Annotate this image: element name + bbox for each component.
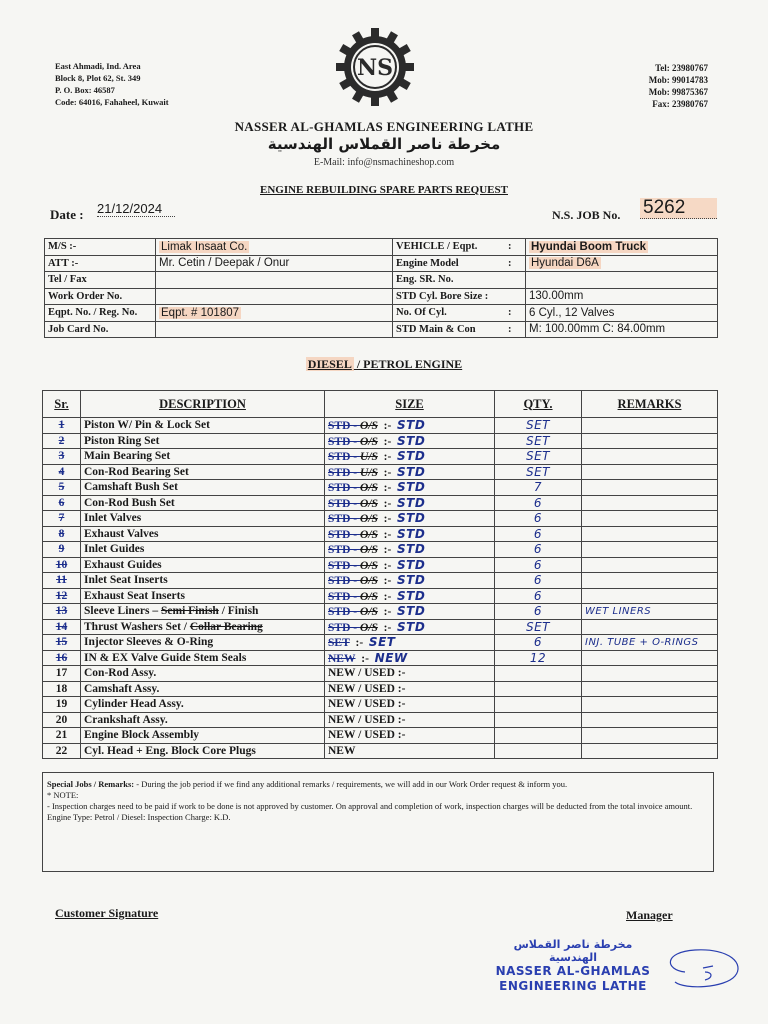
row-size[interactable]: NEW / USED :- [325, 666, 495, 682]
note-label: * NOTE: [47, 790, 79, 800]
eqpt-field[interactable]: Eqpt. # 101807 [156, 305, 393, 322]
company-contacts: Tel: 23980767 Mob: 99014783 Mob: 99875367 Fax: 23980767 [648, 63, 708, 109]
special-remarks: Special Jobs / Remarks: - During the job period if we find any additional remarks / requirements, we will add in our Work Order request & inform you. [47, 779, 568, 789]
row-sr: 9 [43, 542, 81, 558]
job-number-field[interactable]: 5262 [640, 198, 717, 219]
row-remarks[interactable] [582, 495, 718, 511]
row-qty[interactable]: 7 [495, 480, 582, 496]
info-row [45, 288, 718, 305]
row-remarks[interactable] [582, 743, 718, 759]
row-size[interactable]: STD - O/S :- STD [325, 588, 495, 604]
engine-model-field[interactable]: Hyundai D6A [526, 255, 718, 272]
row-size[interactable]: STD - O/S :- STD [325, 619, 495, 635]
row-sr: 6 [43, 495, 81, 511]
row-remarks[interactable] [582, 681, 718, 697]
row-description: Inlet Valves [81, 511, 325, 527]
row-sr: 10 [43, 557, 81, 573]
job-card-field[interactable] [156, 321, 393, 338]
job-card-label: Job Card No. [45, 321, 156, 338]
row-description: Cyl. Head + Eng. Block Core Plugs [81, 743, 325, 759]
row-remarks[interactable] [582, 449, 718, 465]
row-remarks[interactable] [582, 557, 718, 573]
row-sr: 21 [43, 728, 81, 744]
row-remarks[interactable] [582, 650, 718, 666]
row-sr: 2 [43, 433, 81, 449]
row-qty[interactable] [495, 666, 582, 682]
parts-row [43, 697, 718, 713]
row-sr: 14 [43, 619, 81, 635]
info-row [45, 321, 718, 338]
row-size[interactable]: STD - O/S :- STD [325, 433, 495, 449]
parts-row [43, 712, 718, 728]
colon: : [505, 305, 526, 322]
row-size[interactable]: SET :- SET [325, 635, 495, 651]
parts-row [43, 728, 718, 744]
row-description: Exhaust Valves [81, 526, 325, 542]
row-description: Injector Sleeves & O-Ring [81, 635, 325, 651]
main-con-label: STD Main & Con [393, 321, 506, 338]
row-sr: 7 [43, 511, 81, 527]
eqpt-label: Eqpt. No. / Reg. No. [45, 305, 156, 322]
row-qty[interactable]: 6 [495, 604, 582, 620]
row-qty[interactable]: SET [495, 418, 582, 434]
info-row [45, 272, 718, 289]
row-sr: 12 [43, 588, 81, 604]
row-sr: 1 [43, 418, 81, 434]
row-qty[interactable] [495, 712, 582, 728]
row-qty[interactable]: 6 [495, 635, 582, 651]
info-row [45, 305, 718, 322]
row-size[interactable]: STD - O/S :- STD [325, 511, 495, 527]
row-size[interactable]: NEW [325, 743, 495, 759]
manager-signature-image [655, 942, 747, 994]
customer-signature-label: Customer Signature [55, 906, 159, 920]
company-stamp: مخرطة ناصر القملاس الهندسية NASSER AL-GHAMLAS ENGINEERING LATHE [495, 938, 651, 993]
col-remarks: REMARKS [582, 391, 718, 418]
row-remarks[interactable] [582, 619, 718, 635]
row-sr: 18 [43, 681, 81, 697]
parts-row [43, 449, 718, 465]
row-remarks[interactable] [582, 542, 718, 558]
row-size[interactable]: STD - O/S :- STD [325, 418, 495, 434]
parts-row [43, 743, 718, 759]
parts-row [43, 464, 718, 480]
col-qty: QTY. [495, 391, 582, 418]
row-qty[interactable]: 12 [495, 650, 582, 666]
row-remarks[interactable] [582, 480, 718, 496]
row-size[interactable]: NEW / USED :- [325, 712, 495, 728]
row-qty[interactable]: 6 [495, 557, 582, 573]
logo-text: NS [357, 55, 393, 81]
att-label: ATT :- [45, 255, 156, 272]
eng-sr-field[interactable] [526, 272, 718, 289]
row-sr: 8 [43, 526, 81, 542]
row-size[interactable]: STD - U/S :- STD [325, 449, 495, 465]
parts-row [43, 495, 718, 511]
row-remarks[interactable] [582, 433, 718, 449]
row-description: Con-Rod Assy. [81, 666, 325, 682]
row-qty[interactable]: 6 [495, 495, 582, 511]
row-description: Cylinder Head Assy. [81, 697, 325, 713]
company-name-arabic: مخرطة ناصر القملاس الهندسية [267, 135, 501, 153]
row-size[interactable]: STD - O/S :- STD [325, 495, 495, 511]
tel-fax-label: Tel / Fax [45, 272, 156, 289]
row-qty[interactable]: SET [495, 464, 582, 480]
parts-row [43, 681, 718, 697]
parts-table [42, 390, 718, 759]
form-title: ENGINE REBUILDING SPARE PARTS REQUEST [260, 184, 508, 196]
colon: : [505, 255, 526, 272]
parts-row [43, 418, 718, 434]
parts-row [43, 480, 718, 496]
customer-info-table [44, 238, 718, 338]
parts-row [43, 511, 718, 527]
row-remarks[interactable] [582, 526, 718, 542]
row-size[interactable]: NEW :- NEW [325, 650, 495, 666]
row-qty[interactable]: SET [495, 619, 582, 635]
row-description: Piston Ring Set [81, 433, 325, 449]
row-qty[interactable]: 6 [495, 573, 582, 589]
parts-row [43, 542, 718, 558]
row-size[interactable]: STD - O/S :- STD [325, 604, 495, 620]
company-address: East Ahmadi, Ind. Area Block 8, Plot 62, St. 349 P. O. Box: 46587 Code: 64016, Fahaheel, Kuwait [55, 61, 169, 107]
row-remarks[interactable] [582, 728, 718, 744]
att-field[interactable]: Mr. Cetin / Deepak / Onur [156, 255, 393, 272]
row-sr: 3 [43, 449, 81, 465]
row-description: Camshaft Assy. [81, 681, 325, 697]
parts-row [43, 433, 718, 449]
row-sr: 4 [43, 464, 81, 480]
info-row [45, 255, 718, 272]
row-description: Crankshaft Assy. [81, 712, 325, 728]
row-size[interactable]: STD - U/S :- STD [325, 464, 495, 480]
colon: : [505, 321, 526, 338]
row-sr: 11 [43, 573, 81, 589]
date-field[interactable]: 21/12/2024 [97, 201, 175, 217]
row-size[interactable]: STD - O/S :- STD [325, 573, 495, 589]
ms-label: M/S :- [45, 239, 156, 256]
row-qty[interactable]: 6 [495, 511, 582, 527]
job-number-label: N.S. JOB No. [552, 208, 621, 222]
cyl-count-label: No. Of Cyl. [393, 305, 506, 322]
row-description: Con-Rod Bush Set [81, 495, 325, 511]
row-size[interactable]: NEW / USED :- [325, 681, 495, 697]
row-remarks[interactable] [582, 418, 718, 434]
parts-row [43, 588, 718, 604]
row-sr: 13 [43, 604, 81, 620]
row-remarks[interactable]: WET LINERS [582, 604, 718, 620]
work-order-field[interactable] [156, 288, 393, 305]
row-description: Thrust Washers Set / Collar Bearing [81, 619, 325, 635]
row-qty[interactable]: 6 [495, 542, 582, 558]
parts-row [43, 557, 718, 573]
manager-label: Manager [626, 908, 673, 922]
remarks-box [42, 772, 714, 872]
row-remarks[interactable] [582, 464, 718, 480]
row-description: Piston W/ Pin & Lock Set [81, 418, 325, 434]
row-description: Inlet Seat Inserts [81, 573, 325, 589]
row-remarks[interactable] [582, 666, 718, 682]
row-remarks[interactable] [582, 573, 718, 589]
row-sr: 19 [43, 697, 81, 713]
main-con-field[interactable]: M: 100.00mm C: 84.00mm [526, 321, 718, 338]
row-description: Camshaft Bush Set [81, 480, 325, 496]
row-remarks[interactable] [582, 511, 718, 527]
row-description: IN & EX Valve Guide Stem Seals [81, 650, 325, 666]
row-description: Sleeve Liners – Semi Finish / Finish [81, 604, 325, 620]
company-name: NASSER AL-GHAMLAS ENGINEERING LATHE [234, 119, 534, 134]
parts-row [43, 666, 718, 682]
row-size[interactable]: STD - O/S :- STD [325, 557, 495, 573]
note-text: - Inspection charges need to be paid if work to be done is not approved by customer. On approval and completion of work, inspection charges will be deducted from the total invoice amount. [47, 801, 693, 811]
row-qty[interactable]: 6 [495, 526, 582, 542]
row-qty[interactable] [495, 681, 582, 697]
row-size[interactable]: STD - O/S :- STD [325, 542, 495, 558]
row-size[interactable]: STD - O/S :- STD [325, 480, 495, 496]
row-description: Main Bearing Set [81, 449, 325, 465]
bore-size-label: STD Cyl. Bore Size : [393, 288, 526, 305]
row-remarks[interactable] [582, 697, 718, 713]
info-row [45, 239, 718, 256]
row-sr: 20 [43, 712, 81, 728]
row-qty[interactable]: 6 [495, 588, 582, 604]
engine-model-label: Engine Model [393, 255, 506, 272]
row-size[interactable]: NEW / USED :- [325, 728, 495, 744]
row-description: Con-Rod Bearing Set [81, 464, 325, 480]
engine-type-title: DIESEL / PETROL ENGINE [307, 357, 463, 371]
row-size[interactable]: STD - O/S :- STD [325, 526, 495, 542]
row-qty[interactable] [495, 697, 582, 713]
row-qty[interactable] [495, 728, 582, 744]
vehicle-field[interactable]: Hyundai Boom Truck [526, 239, 718, 256]
row-qty[interactable]: SET [495, 449, 582, 465]
row-remarks[interactable] [582, 712, 718, 728]
row-description: Exhaust Seat Inserts [81, 588, 325, 604]
parts-row [43, 619, 718, 635]
row-remarks[interactable] [582, 588, 718, 604]
col-description: DESCRIPTION [81, 391, 325, 418]
row-remarks[interactable]: INJ. TUBE + O-RINGS [582, 635, 718, 651]
row-qty[interactable]: SET [495, 433, 582, 449]
tel-fax-field[interactable] [156, 272, 393, 289]
bore-size-field[interactable]: 130.00mm [526, 288, 718, 305]
parts-row [43, 573, 718, 589]
parts-row [43, 526, 718, 542]
gear-logo-icon [334, 26, 416, 108]
row-sr: 5 [43, 480, 81, 496]
engine-type-inspection: Engine Type: Petrol / Diesel: Inspection Charge: K.D. [47, 812, 231, 822]
date-label: Date : [50, 207, 84, 222]
company-email: E-Mail: info@nsmachineshop.com [313, 157, 455, 168]
parts-row [43, 635, 718, 651]
row-sr: 22 [43, 743, 81, 759]
vehicle-label: VEHICLE / Eqpt. [393, 239, 506, 256]
col-sr: Sr. [43, 391, 81, 418]
row-sr: 15 [43, 635, 81, 651]
row-qty[interactable] [495, 743, 582, 759]
colon: : [505, 239, 526, 256]
parts-header-row [43, 391, 718, 418]
eng-sr-label: Eng. SR. No. [393, 272, 526, 289]
ms-field[interactable]: Limak Insaat Co. [156, 239, 393, 256]
row-description: Inlet Guides [81, 542, 325, 558]
row-size[interactable]: NEW / USED :- [325, 697, 495, 713]
row-description: Engine Block Assembly [81, 728, 325, 744]
parts-row [43, 604, 718, 620]
parts-row [43, 650, 718, 666]
row-description: Exhaust Guides [81, 557, 325, 573]
col-size: SIZE [325, 391, 495, 418]
cyl-count-field[interactable]: 6 Cyl., 12 Valves [526, 305, 718, 322]
row-sr: 17 [43, 666, 81, 682]
row-sr: 16 [43, 650, 81, 666]
work-order-label: Work Order No. [45, 288, 156, 305]
